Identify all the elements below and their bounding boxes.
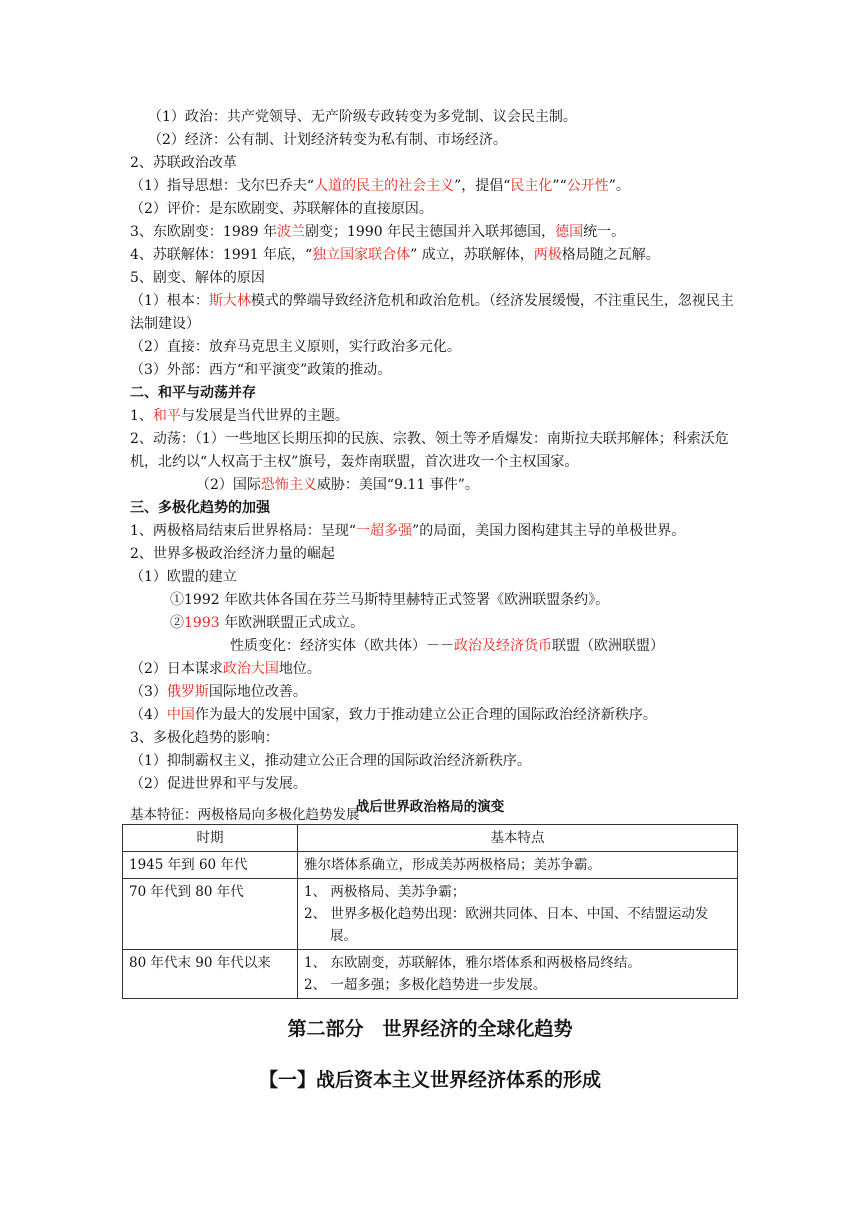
text-span: ” 成立，苏联解体， xyxy=(410,247,534,263)
text-line xyxy=(196,474,742,497)
text-paragraph: 2、动荡：（1）一些地区长期压抑的民族、宗教、领土等矛盾爆发：南斯拉夫联邦解体；科索沃危机，北约以“人权高于主权”旗号，轰炸南联盟，首次进攻一个主权国家。 xyxy=(130,431,729,470)
table-cell-features xyxy=(298,852,738,879)
list-item: 2、 世界多极化趋势出现：欧洲共同体、日本、中国、不结盟运动发展。 xyxy=(304,906,709,944)
text-line: （2）直接：放弃马克思主义原则，实行政治多元化。 xyxy=(130,339,461,355)
highlight-text: 独立国家联合体 xyxy=(312,247,411,263)
text-span: （3） xyxy=(130,684,167,700)
text-span: ”，提倡“ xyxy=(454,178,511,194)
highlight-text: 俄罗斯 xyxy=(166,684,209,700)
text-span: 地位。 xyxy=(278,661,321,677)
text-span: 国际地位改善。 xyxy=(208,684,307,700)
list-item: 1、 东欧剧变，苏联解体，雅尔塔体系和两极格局终结。 xyxy=(304,955,641,971)
text-line: ①1992 年欧共体各国在芬兰马斯特里赫特正式签署《欧洲联盟条约》。 xyxy=(170,592,610,608)
text-span: ”。 xyxy=(608,178,630,194)
highlight-text: 和平 xyxy=(152,408,181,424)
table-row xyxy=(123,950,738,999)
text-line: （1）政治：共产党领导、无产阶级专政转变为多党制、议会民主制。 xyxy=(148,109,577,125)
highlight-text: 两极 xyxy=(533,247,562,263)
table-cell-features xyxy=(298,950,738,999)
evolution-table xyxy=(122,824,738,999)
text-span: （1）指导思想：戈尔巴乔夫“ xyxy=(130,178,315,194)
text-span: 格局随之瓦解。 xyxy=(561,247,660,263)
highlight-text: 民主化 xyxy=(510,178,553,194)
text-line xyxy=(130,520,742,543)
text-line: （1）欧盟的建立 xyxy=(130,569,237,585)
highlight-text: 公开性 xyxy=(566,178,609,194)
text-span: ② xyxy=(170,615,184,631)
text-line: （2）促进世界和平与发展。 xyxy=(130,776,307,792)
text-line xyxy=(130,681,742,704)
list-item: 雅尔塔体系确立，形成美苏两极格局；美苏争霸。 xyxy=(304,857,601,873)
text-span: 4、苏联解体：1991 年底，“ xyxy=(130,247,313,263)
text-line: （3）外部：西方“和平演变”政策的推动。 xyxy=(130,362,392,378)
table-cell-period: 1945 年到 60 年代 xyxy=(123,852,298,879)
table-title: 战后世界政治格局的演变 xyxy=(355,799,505,815)
text-span: 1、两极格局结束后世界格局：呈现“ xyxy=(130,523,357,539)
text-line xyxy=(130,221,742,244)
text-span: 联盟（欧洲联盟） xyxy=(552,638,664,654)
text-span: （2）日本谋求 xyxy=(130,661,223,677)
text-span: 模式的弊端导致经济危机和政治危机。（经济发展缓慢，不注重民生，忽视民主法制建设） xyxy=(130,293,734,332)
section-heading: 二、和平与动荡并存 xyxy=(130,385,256,401)
highlight-text: 政治及经济货币 xyxy=(454,638,552,654)
text-span: 1、 xyxy=(130,408,153,424)
table-subtitle: 基本特征：两极格局向多极化趋势发展 xyxy=(130,807,360,823)
table-row xyxy=(123,879,738,950)
highlight-text: 波兰 xyxy=(277,224,305,240)
table-header-row xyxy=(123,825,738,852)
text-span: 性质变化：经济实体（欧共体）－－ xyxy=(230,638,454,654)
text-line xyxy=(170,612,742,635)
text-span: 3、东欧剧变：1989 年 xyxy=(130,224,277,240)
highlight-text: 恐怖主义 xyxy=(260,477,317,493)
section-title: 【一】战后资本主义世界经济体系的形成 xyxy=(258,1069,601,1091)
text-line xyxy=(130,244,742,267)
text-span: 统一。 xyxy=(583,224,626,240)
highlight-text: 斯大林 xyxy=(208,293,251,309)
text-span: 与发展是当代世界的主题。 xyxy=(180,408,349,424)
text-span: （2）国际 xyxy=(196,477,261,493)
text-span: ”“ xyxy=(552,178,567,194)
text-span: ”的局面，美国力图构建其主导的单极世界。 xyxy=(412,523,686,539)
text-line xyxy=(230,635,742,658)
text-line: （2）经济：公有制、计划经济转变为私有制、市场经济。 xyxy=(148,132,507,148)
text-span: 威胁：美国“9.11 事件”。 xyxy=(316,477,479,493)
text-span: 作为最大的发展中国家，致力于推动建立公正合理的国际政治经济新秩序。 xyxy=(194,707,657,723)
highlight-text: 1993 xyxy=(184,615,220,631)
part-title: 第二部分 世界经济的全球化趋势 xyxy=(287,1018,573,1040)
text-span: （4） xyxy=(130,707,167,723)
highlight-text: 中国 xyxy=(166,707,195,723)
text-line: （1）抑制霸权主义，推动建立公正合理的国际政治经济新秩序。 xyxy=(130,753,531,769)
text-line xyxy=(130,405,742,428)
text-line: 2、苏联政治改革 xyxy=(130,155,237,171)
highlight-text: 一超多强 xyxy=(356,523,413,539)
text-line xyxy=(130,175,742,198)
text-span: （1）根本： xyxy=(130,293,209,309)
highlight-text: 政治大国 xyxy=(222,661,279,677)
list-item: 2、 一超多强；多极化趋势进一步发展。 xyxy=(304,977,547,993)
list-item: 1、 两极格局、美苏争霸； xyxy=(304,884,466,900)
highlight-text: 人道的民主的社会主义 xyxy=(314,178,455,194)
table-cell-period: 80 年代末 90 年代以来 xyxy=(123,950,298,999)
section-heading: 三、多极化趋势的加强 xyxy=(130,500,270,516)
text-line: （2）评价：是东欧剧变、苏联解体的直接原因。 xyxy=(130,201,433,217)
table-cell-features xyxy=(298,879,738,950)
table-row xyxy=(123,852,738,879)
table-header-cell: 时期 xyxy=(123,825,298,852)
text-line: 5、剧变、解体的原因 xyxy=(130,270,265,286)
text-line xyxy=(130,658,742,681)
table-header-cell: 基本特点 xyxy=(298,825,738,852)
text-span: 年欧洲联盟正式成立。 xyxy=(219,615,365,631)
text-line: 2、世界多极政治经济力量的崛起 xyxy=(130,546,335,562)
text-line: 3、多极化趋势的影响： xyxy=(130,730,279,746)
highlight-text: 德国 xyxy=(555,224,584,240)
text-paragraph xyxy=(130,290,742,336)
table-cell-period: 70 年代到 80 年代 xyxy=(123,879,298,950)
text-span: 剧变；1990 年民主德国并入联邦德国， xyxy=(305,224,556,240)
text-line xyxy=(130,704,742,727)
